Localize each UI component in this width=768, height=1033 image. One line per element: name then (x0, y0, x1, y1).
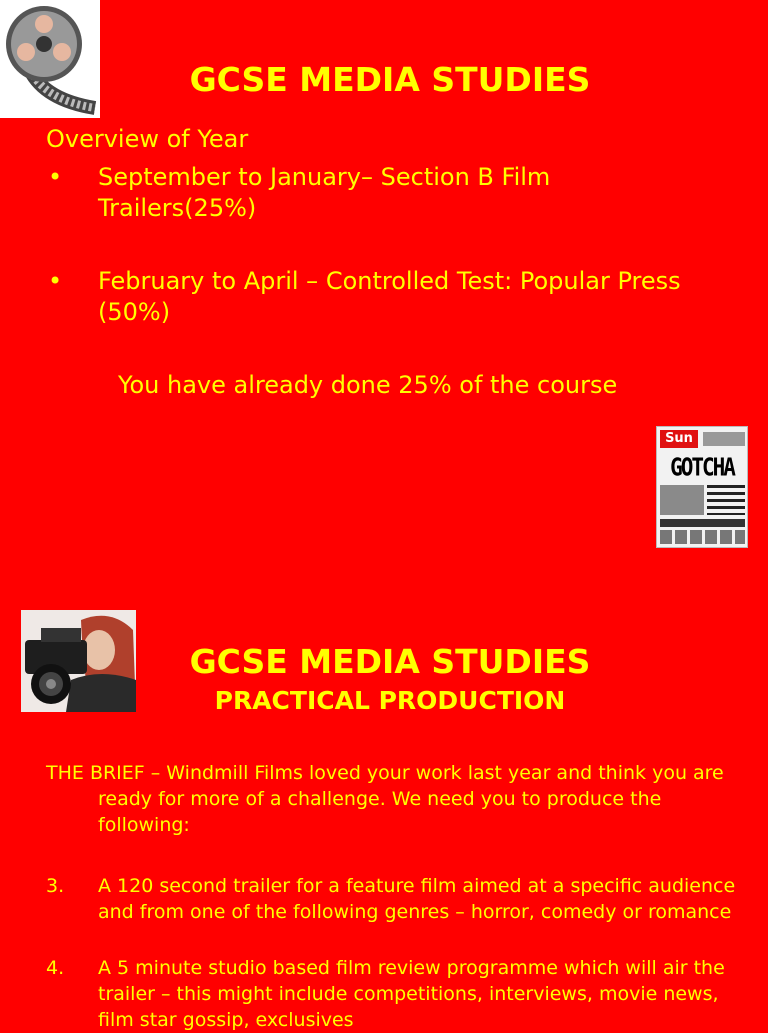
item-text: A 5 minute studio based film review programme which will air the trailer – this might include competitions, interviews, movie news, film star gossip, exclusives (98, 957, 725, 1031)
newspaper-photo (660, 485, 704, 515)
newspaper-image (656, 426, 748, 548)
newspaper-subhead (707, 485, 745, 515)
item-text: A 120 second trailer for a feature film aimed at a specific audience and from one of the following genres – horror, comedy or romance (98, 875, 736, 923)
brief-text: THE BRIEF – Windmill Films loved your work last year and think you are ready for more of a challenge. We need you to produce the following: (46, 762, 724, 836)
newspaper-columns (660, 530, 745, 544)
bullet-marker: • (48, 267, 63, 295)
brief-paragraph (46, 760, 726, 838)
slide2-subtitle: PRACTICAL PRODUCTION (214, 686, 566, 715)
film-reel-icon (0, 0, 100, 118)
progress-note: You have already done 25% of the course (118, 371, 618, 399)
bullet-text: February to April – Controlled Test: Popular Press (50%) (98, 267, 681, 326)
newspaper-masthead: Sun (660, 430, 698, 448)
newspaper-strapline (660, 519, 745, 527)
bullet-text: September to January– Section B Film Trailers(25%) (98, 163, 551, 222)
newspaper-header-strip (703, 432, 745, 446)
bullet-marker: • (48, 163, 63, 191)
item-number: 4. (46, 957, 65, 979)
newspaper-headline: GOTCHA (670, 452, 734, 482)
overview-heading: Overview of Year (46, 125, 249, 153)
item-number: 3. (46, 875, 65, 897)
slide1-title: GCSE MEDIA STUDIES (189, 60, 591, 99)
slide2-title: GCSE MEDIA STUDIES (189, 642, 591, 681)
